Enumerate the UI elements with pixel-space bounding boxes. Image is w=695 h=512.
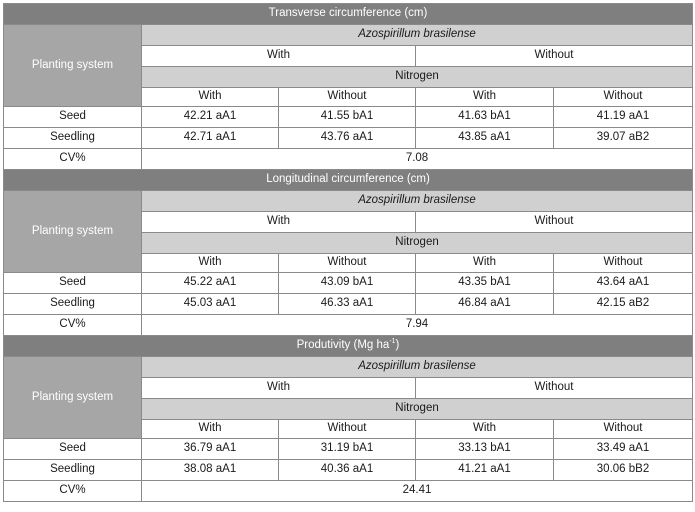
factor-level-with: With xyxy=(142,212,416,233)
subfactor-level: With xyxy=(416,254,554,273)
table-cell: 36.79 aA1 xyxy=(142,439,279,460)
section-title-row xyxy=(4,170,693,191)
table-cell: 46.33 aA1 xyxy=(279,294,416,315)
factor-label: Azospirillum brasilense xyxy=(142,25,693,46)
section-title-text: Produtivity (Mg ha xyxy=(296,339,390,352)
table-cell: 41.63 bA1 xyxy=(416,107,554,128)
subfactor-level: Without xyxy=(279,254,416,273)
table-cell: 33.49 aA1 xyxy=(554,439,693,460)
table-cell: 42.71 aA1 xyxy=(142,128,279,149)
planting-system-header: Planting system xyxy=(4,357,142,439)
planting-system-header: Planting system xyxy=(4,191,142,273)
cv-value: 7.08 xyxy=(142,149,693,170)
cv-row xyxy=(4,149,693,170)
results-table xyxy=(3,3,693,502)
table-cell: 33.13 bA1 xyxy=(416,439,554,460)
factor-header-row xyxy=(4,191,693,212)
row-label: Seedling xyxy=(4,460,142,481)
table-cell: 39.07 aB2 xyxy=(554,128,693,149)
factor-level-with: With xyxy=(142,46,416,67)
cv-value: 24.41 xyxy=(142,481,693,502)
factor-header-row xyxy=(4,25,693,46)
section-title xyxy=(4,4,693,25)
subfactor-level: Without xyxy=(279,420,416,439)
subfactor-level: Without xyxy=(554,88,693,107)
factor-level-without: Without xyxy=(416,46,693,67)
table-cell: 43.09 bA1 xyxy=(279,273,416,294)
factor-label: Azospirillum brasilense xyxy=(142,191,693,212)
table-cell: 46.84 aA1 xyxy=(416,294,554,315)
subfactor-level: With xyxy=(142,420,279,439)
cv-label: CV% xyxy=(4,149,142,170)
table-cell: 43.64 aA1 xyxy=(554,273,693,294)
section-title-suffix: ) xyxy=(395,339,400,352)
subfactor-level: Without xyxy=(554,420,693,439)
cv-label: CV% xyxy=(4,315,142,336)
section-title-row xyxy=(4,336,693,357)
factor-level-with: With xyxy=(142,378,416,399)
table-cell: 40.36 aA1 xyxy=(279,460,416,481)
cv-value: 7.94 xyxy=(142,315,693,336)
row-label: Seed xyxy=(4,107,142,128)
table-cell: 41.21 aA1 xyxy=(416,460,554,481)
table-row xyxy=(4,107,693,128)
section-title-text: Transverse circumference (cm) xyxy=(268,7,428,20)
factor-level-without: Without xyxy=(416,212,693,233)
section-title-superscript: -1 xyxy=(389,338,396,346)
factor-level-without: Without xyxy=(416,378,693,399)
row-label: Seedling xyxy=(4,128,142,149)
table-cell: 41.55 bA1 xyxy=(279,107,416,128)
section-title-text: Longitudinal circumference (cm) xyxy=(266,173,430,186)
section-title xyxy=(4,170,693,191)
table-cell: 30.06 bB2 xyxy=(554,460,693,481)
table-cell: 45.03 aA1 xyxy=(142,294,279,315)
planting-system-header: Planting system xyxy=(4,25,142,107)
table-row xyxy=(4,273,693,294)
table-cell: 43.85 aA1 xyxy=(416,128,554,149)
subfactor-level: With xyxy=(416,420,554,439)
row-label: Seedling xyxy=(4,294,142,315)
cv-row xyxy=(4,315,693,336)
cv-row xyxy=(4,481,693,502)
table-row xyxy=(4,460,693,481)
subfactor-level: Without xyxy=(279,88,416,107)
table-cell: 43.76 aA1 xyxy=(279,128,416,149)
subfactor-level: With xyxy=(416,88,554,107)
subfactor-level: With xyxy=(142,254,279,273)
subfactor-label: Nitrogen xyxy=(142,233,693,254)
table-cell: 41.19 aA1 xyxy=(554,107,693,128)
factor-label: Azospirillum brasilense xyxy=(142,357,693,378)
subfactor-label: Nitrogen xyxy=(142,67,693,88)
table-cell: 43.35 bA1 xyxy=(416,273,554,294)
table-row xyxy=(4,294,693,315)
section-title-row xyxy=(4,4,693,25)
table-cell: 31.19 bA1 xyxy=(279,439,416,460)
subfactor-level: Without xyxy=(554,254,693,273)
row-label: Seed xyxy=(4,273,142,294)
row-label: Seed xyxy=(4,439,142,460)
table-row xyxy=(4,439,693,460)
table-body xyxy=(4,4,693,502)
table-row xyxy=(4,128,693,149)
cv-label: CV% xyxy=(4,481,142,502)
section-title xyxy=(4,336,693,357)
subfactor-level: With xyxy=(142,88,279,107)
factor-header-row xyxy=(4,357,693,378)
subfactor-label: Nitrogen xyxy=(142,399,693,420)
table-cell: 45.22 aA1 xyxy=(142,273,279,294)
table-cell: 38.08 aA1 xyxy=(142,460,279,481)
table-cell: 42.15 aB2 xyxy=(554,294,693,315)
table-cell: 42.21 aA1 xyxy=(142,107,279,128)
